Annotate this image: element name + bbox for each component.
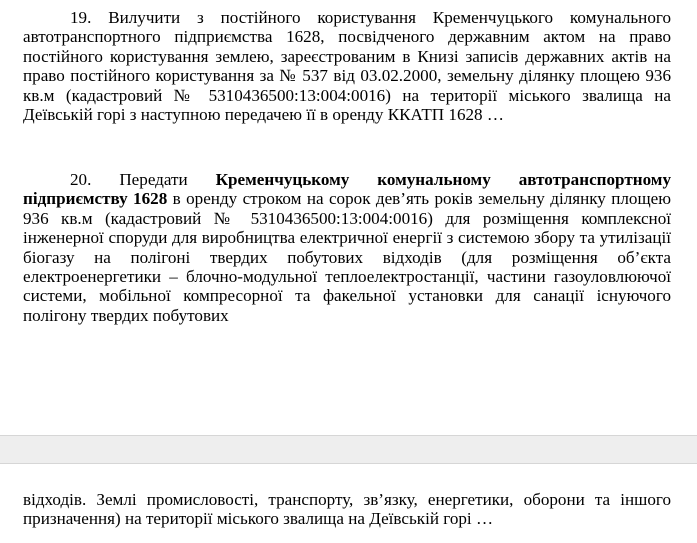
item-20-enterprise-name: Кременчуцькому комунальному автотранспортному підприємству 1628: [23, 170, 671, 209]
paragraph-item-20: [23, 170, 671, 325]
document-page-2: [0, 464, 697, 543]
page-break-gap: [0, 435, 697, 464]
paragraph-item-20-continuation: відходів. Землі промисловості, транспорту, зв’язку, енергетики, оборони та іншого призначення) на території міського звалища на Деївській горі …: [23, 490, 671, 529]
item-20-prefix: 20. Передати: [70, 170, 216, 189]
paragraph-item-19: 19. Вилучити з постійного користування Кременчуцького комунального автотранспортного підприємства 1628, посвідченого державним актом на право постійного користування землею, зареєстрованим в Книзі записів державних актів на право постійного користування за № 537 від 03.02.2000, земельну ділянку площею 936 кв.м (кадастровий № 5310436500:13:004:0016) на території міського звалища на Деївській горі з наступною передачею її в оренду ККАТП 1628 …: [23, 8, 671, 125]
item-20-body: в оренду строком на сорок дев’ять років земельну ділянку площею 936 кв.м (кадастровий № 5310436500:13:004:0016) для розміщення комплексної інженерної споруди для виробництва електричної енергії з системою збору та утилізації біогазу на полігоні твердих побутових відходів (для розміщення об’єкта електроенергетики – блочно-модульної теплоелектростанції, частини газоуловлюючої системи, мобільної компресорної та факельної установки для санації існуючого полігону твердих побутових: [23, 189, 671, 325]
